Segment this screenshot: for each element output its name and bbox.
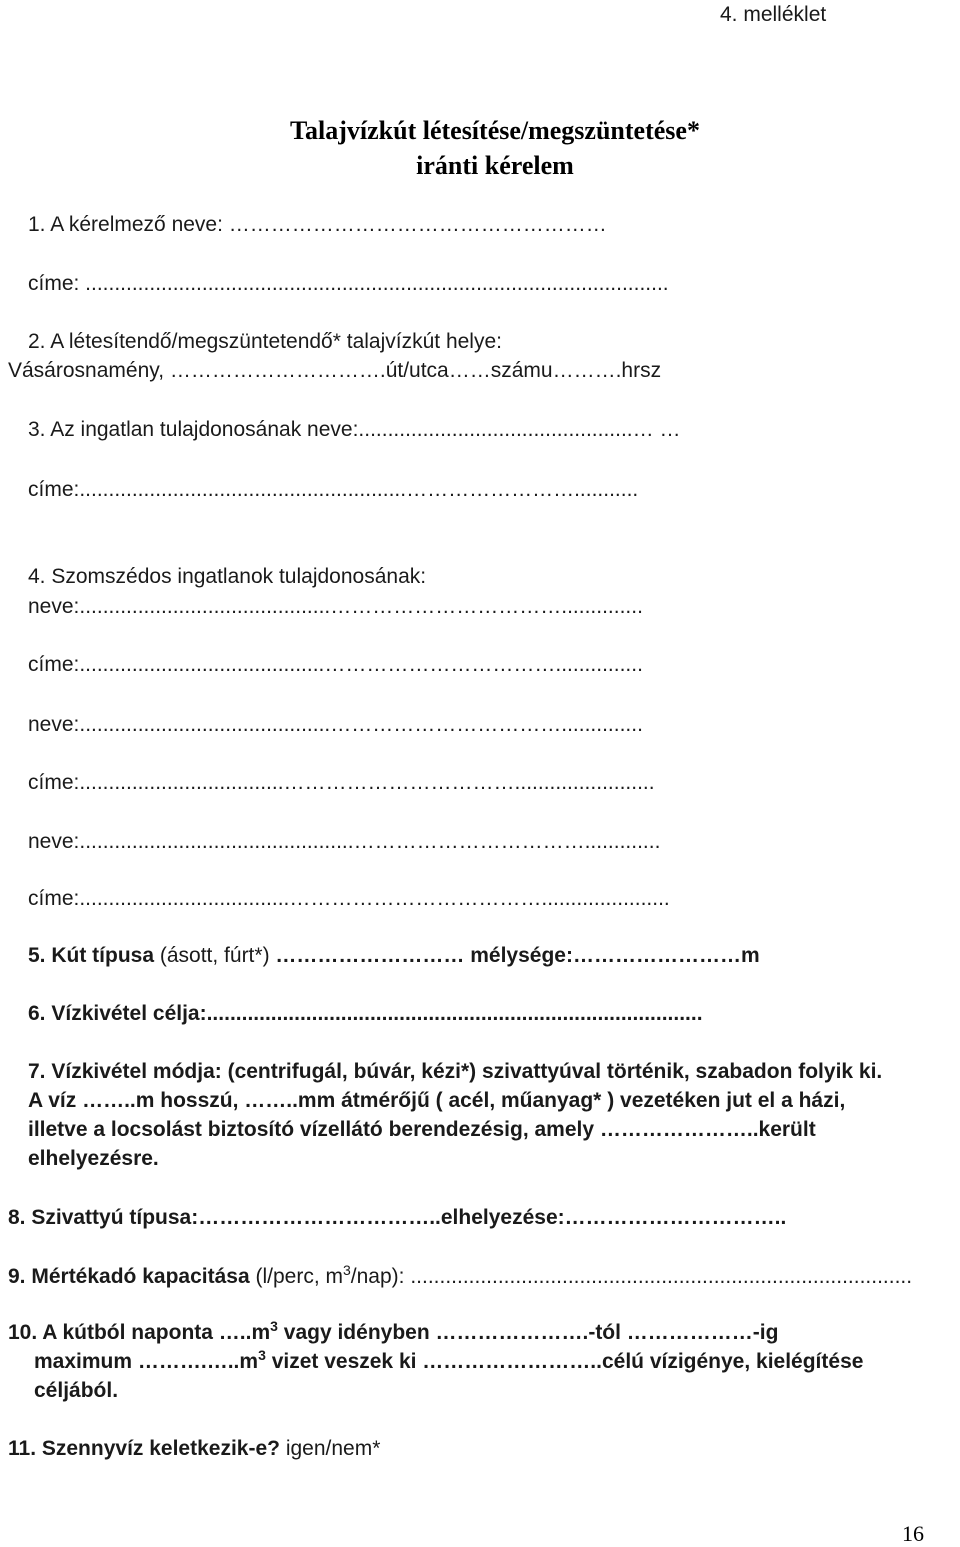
well-type-label: 5. Kút típusa [28, 944, 155, 967]
capacity-row[interactable] [8, 1264, 912, 1289]
neighbour-2-address-field[interactable]: címe:...................................……………………………........................ [28, 771, 655, 794]
daily-usage-line-2[interactable] [34, 1349, 863, 1374]
neighbour-2-name-field[interactable]: neve:...........................................…………………………….............. [28, 713, 643, 736]
neighbour-3-address-field[interactable]: címe:....................................………………………………...................... [28, 887, 670, 910]
pump-type-field[interactable]: 8. Szivattyú típusa:……………………………..elhelyezése:………………………….. [8, 1206, 787, 1229]
wastewater-row[interactable] [8, 1436, 380, 1461]
extraction-method-line-3[interactable]: illetve a locsolást biztosító vízellátó berendezésig, amely …………………..került [28, 1118, 816, 1141]
neighbours-heading: 4. Szomszédos ingatlanok tulajdonosának: [28, 565, 427, 588]
applicant-name-field[interactable]: 1. A kérelmező neve: ……………………………………………… [28, 213, 607, 236]
owner-address-field[interactable]: címe:........................................................……………………........... [28, 478, 639, 501]
owner-name-field[interactable]: 3. Az ingatlan tulajdonosának neve:...............................................… … [28, 418, 681, 441]
well-type-row [28, 943, 760, 968]
capacity-unit: (l/perc, m [255, 1265, 343, 1288]
capacity-field[interactable]: /nap): ...................................................................................... [350, 1265, 913, 1288]
extraction-method-label: 7. Vízkivétel módja: [28, 1060, 228, 1083]
extraction-method-line-2[interactable]: A víz ……..m hosszú, ……..mm átmérőjű ( acél, műanyag* ) vezetéken jut el a házi, [28, 1089, 846, 1112]
daily-usage-text-a: 10. A kútból naponta …..m [8, 1321, 271, 1344]
applicant-address-field[interactable]: címe: .................................................................................................... [28, 272, 669, 295]
neighbour-3-name-field[interactable]: neve:...............................................……………………………............. [28, 830, 661, 853]
wastewater-question: 11. Szennyvíz keletkezik-e? [8, 1437, 280, 1460]
page-number: 16 [902, 1521, 924, 1546]
daily-usage-line-3: céljából. [34, 1379, 119, 1402]
capacity-label: 9. Mértékadó kapacitása [8, 1265, 250, 1288]
neighbour-1-address-field[interactable]: címe:..........................................……………………………............... [28, 653, 643, 676]
daily-usage-exponent: 3 [270, 1318, 278, 1334]
extraction-method-line-1 [28, 1059, 882, 1084]
max-usage-text-a: maximum ……….…..m [34, 1350, 259, 1373]
form-title-line-1: Talajvízkút létesítése/megszüntetése* [290, 116, 700, 145]
daily-usage-line-1[interactable] [8, 1320, 778, 1345]
extraction-method-options: (centrifugál, búvár, kézi*) szivattyúval történik, szabadon folyik ki. [227, 1060, 883, 1083]
wastewater-answer[interactable]: igen/nem* [285, 1437, 381, 1460]
well-type-options: (ásott, fúrt*) [159, 944, 270, 967]
water-purpose-field[interactable]: 6. Vízkivétel célja:..................................................................................... [28, 1002, 703, 1025]
well-location-field[interactable]: Vásárosnamény, ………………………….út/utca……számu……….hrsz [8, 359, 662, 382]
extraction-method-line-4: elhelyezésre. [28, 1147, 159, 1170]
well-location-heading: 2. A létesítendő/megszüntetendő* talajvízkút helye: [28, 330, 502, 353]
well-depth-field[interactable]: ……………………… mélysége:……………………m [275, 944, 760, 967]
form-title-line-2: iránti kérelem [416, 151, 574, 180]
max-usage-exponent: 3 [258, 1347, 266, 1363]
daily-usage-text-b[interactable]: vagy idényben ………………….-tól ………………-ig [277, 1321, 779, 1344]
annex-label: 4. melléklet [720, 3, 827, 26]
capacity-unit-exponent: 3 [342, 1262, 351, 1278]
max-usage-text-b[interactable]: vizet veszek ki ……………………..célú vízigénye, kielégítése [265, 1350, 864, 1373]
neighbour-1-name-field[interactable]: neve:...........................................…………………………….............. [28, 595, 643, 618]
